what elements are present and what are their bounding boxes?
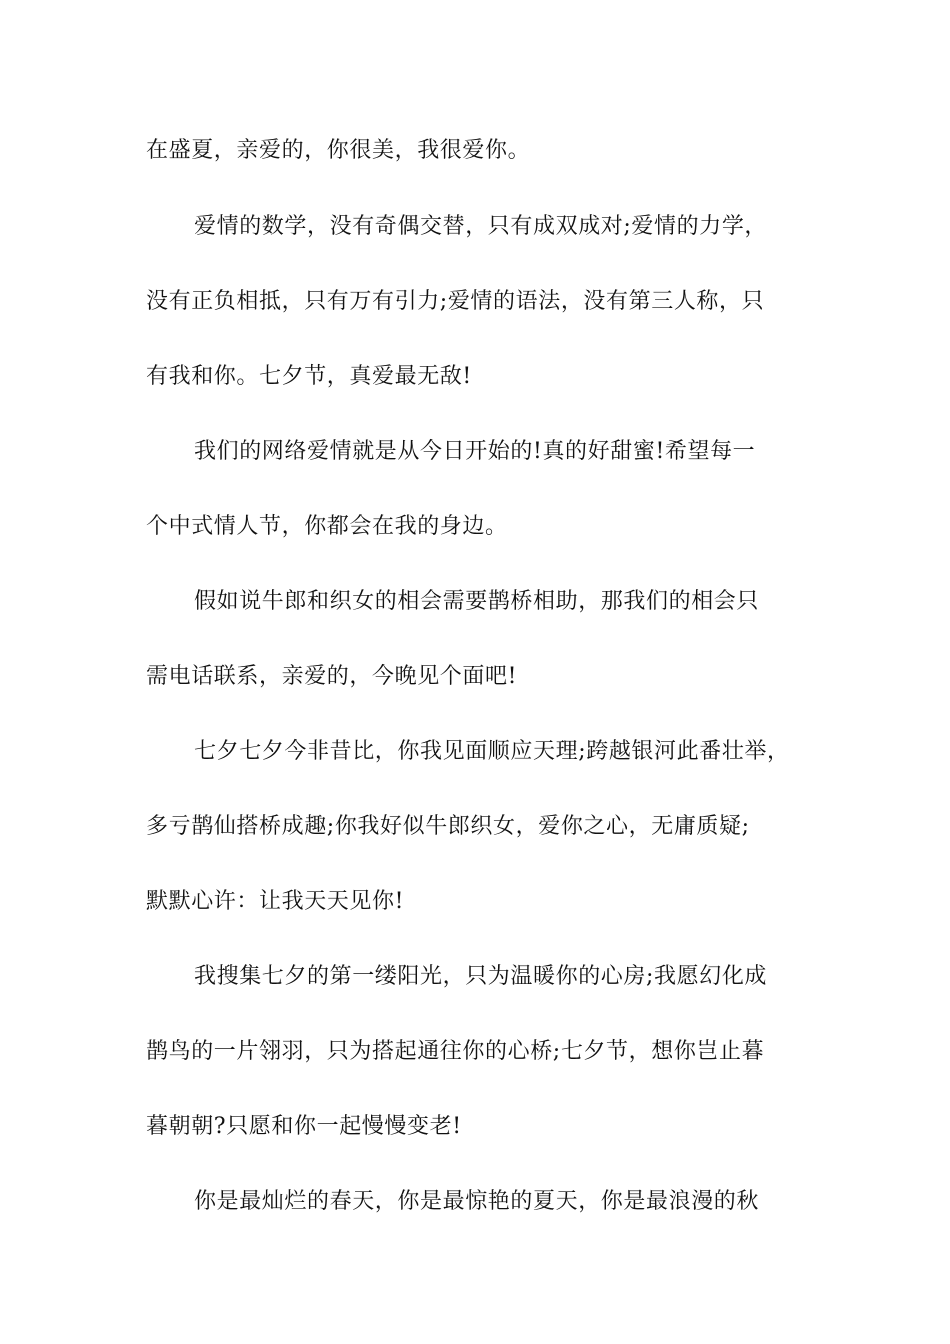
text-line: 默默心许：让我天天见你!: [146, 889, 405, 914]
text-line: 有我和你。七夕节，真爱最无敌!: [146, 364, 472, 389]
text-line: 在盛夏，亲爱的，你很美，我很爱你。: [146, 138, 531, 163]
paragraph-first-line: 爱情的数学，没有奇偶交替，只有成双成对;爱情的力学，: [194, 214, 768, 239]
text-line: 没有正负相抵，只有万有引力;爱情的语法，没有第三人称，只: [146, 289, 765, 314]
text-line: 需电话联系，亲爱的，今晚见个面吧!: [146, 664, 518, 689]
text-line: 多亏鹊仙搭桥成趣;你我好似牛郎织女，爱你之心，无庸质疑;: [146, 814, 750, 839]
paragraph-first-line: 你是最灿烂的春天，你是最惊艳的夏天，你是最浪漫的秋: [194, 1189, 760, 1214]
paragraph-first-line: 我们的网络爱情就是从今日开始的!真的好甜蜜!希望每一: [194, 439, 756, 464]
text-line: 鹊鸟的一片翎羽，只为搭起通往你的心桥;七夕节，想你岂止暮: [146, 1039, 765, 1064]
paragraph-first-line: 我搜集七夕的第一缕阳光，只为温暖你的心房;我愿幻化成: [194, 964, 768, 989]
text-line: 个中式情人节，你都会在我的身边。: [146, 514, 508, 539]
paragraph-first-line: 假如说牛郎和织女的相会需要鹊桥相助，那我们的相会只: [194, 589, 760, 614]
text-line: 暮朝朝?只愿和你一起慢慢变老!: [146, 1114, 462, 1139]
paragraph-first-line: 七夕七夕今非昔比，你我见面顺应天理;跨越银河此番壮举，: [194, 739, 790, 764]
